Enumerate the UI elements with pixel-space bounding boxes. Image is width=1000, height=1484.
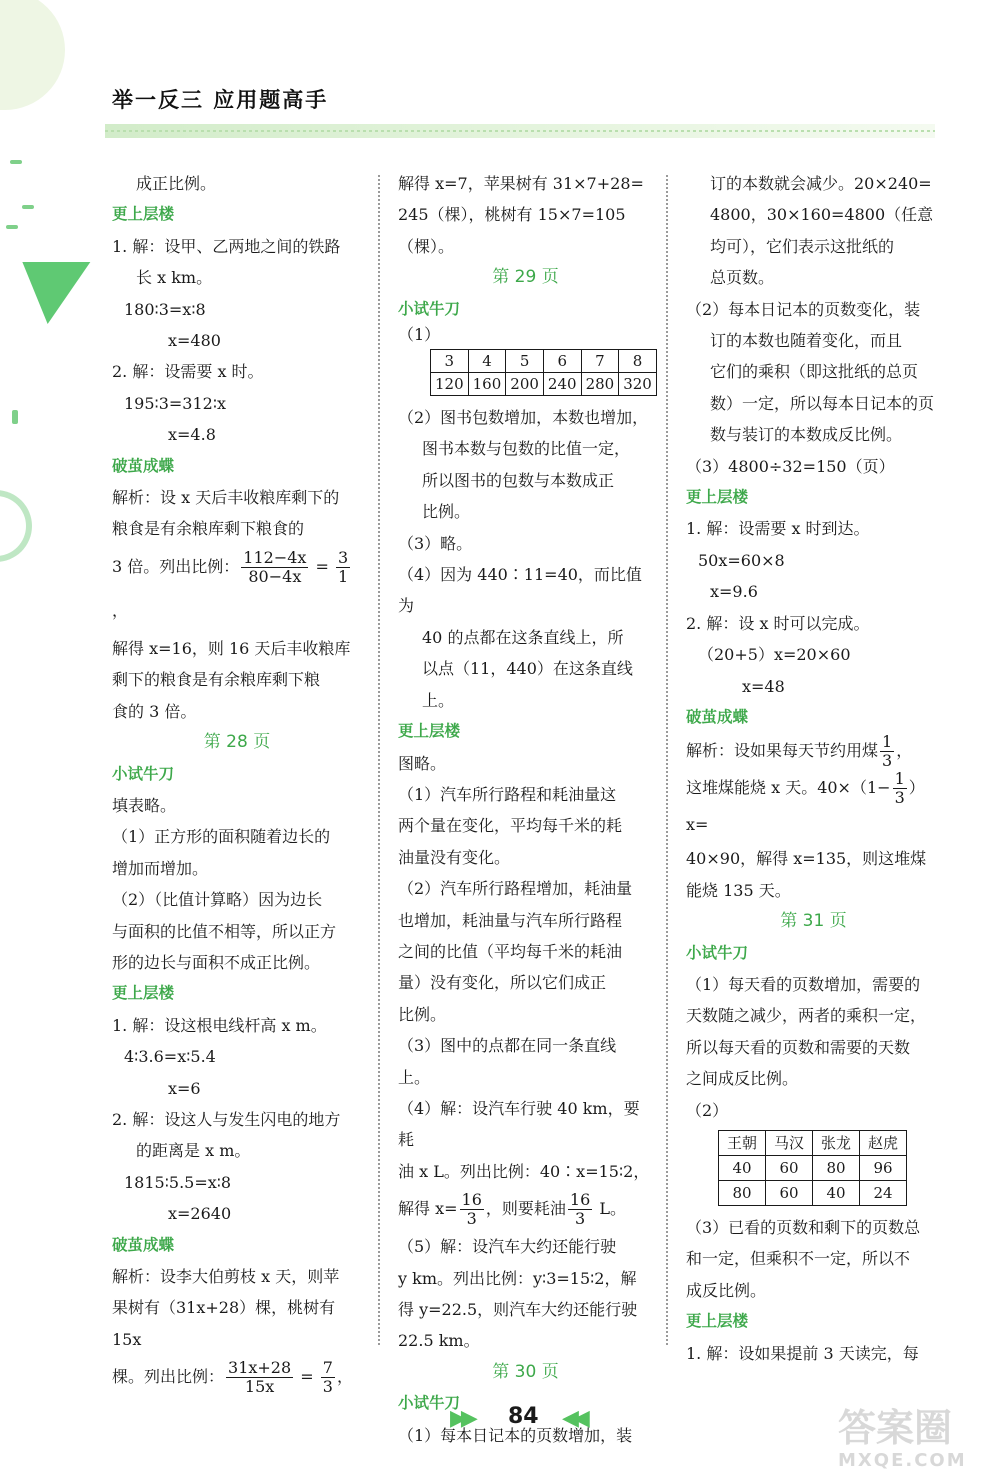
fraction-denominator: 80−4x [248, 566, 302, 586]
text-line: （1）每天看的页数增加，需要的 [686, 974, 921, 994]
equation: x=4.8 [168, 425, 216, 445]
section-label: 更上层楼 [112, 205, 175, 224]
text-line: 订的本数也随着变化，而且 [710, 331, 903, 351]
page-heading: 第 29 页 [492, 267, 559, 288]
table-cell: 80 [813, 1155, 860, 1180]
text-line: 果树有（31x+28）棵，桃树有 15x [112, 1298, 336, 1349]
table-cell: 24 [860, 1180, 907, 1205]
fraction-numerator: 7 [322, 1358, 333, 1378]
dash-decoration [10, 160, 22, 164]
text-span: = [295, 1367, 319, 1387]
table-cell: 120 [431, 373, 469, 396]
text-line: 油量没有变化。 [398, 847, 511, 867]
text-line: 订的本数就会减少。20×240= [710, 174, 932, 193]
text-line: 剩下的粮食是有余粮库剩下粮 [112, 670, 321, 690]
table-label: （2） [686, 1100, 729, 1120]
text-line: 粮食是有余粮库剩下粮食的 [112, 519, 305, 539]
fraction-numerator: 16 [569, 1190, 591, 1210]
text-line: 22.5 km。 [398, 1331, 480, 1351]
table-header-cell: 王朝 [719, 1130, 766, 1155]
fraction [893, 770, 907, 807]
text-line: 比例。 [398, 1004, 447, 1024]
table-cell: 3 [431, 350, 469, 373]
text-line-with-fraction [112, 545, 362, 633]
table-cell: 40 [719, 1155, 766, 1180]
text-line: （2）图书包数增加，本数也增加， [398, 408, 649, 428]
table-label: （1） [398, 325, 441, 345]
text-line: 4800，30×160=4800（任意 [710, 205, 934, 225]
text-line: 的距离是 x m。 [136, 1141, 251, 1161]
text-line: 解得 x=16，则 16 天后丰收粮库 [112, 638, 351, 658]
column-divider [378, 175, 380, 1345]
table-cell: 280 [581, 373, 619, 396]
text-span: 这堆煤能烧 x 天。40×（1− [686, 778, 891, 798]
text-line: 1. 解：设需要 x 时到达。 [686, 519, 870, 539]
book-title: 举一反三 应用题高手 [112, 88, 329, 112]
section-label: 更上层楼 [686, 488, 749, 507]
equation: x=480 [168, 331, 221, 351]
fraction-numerator: 112−4x [243, 547, 307, 567]
text-line: （3）已看的页数和剩下的页数总 [686, 1217, 921, 1237]
watermark-url: MXQE.COM [838, 1450, 967, 1471]
text-line: 成反比例。 [686, 1280, 767, 1300]
fraction [336, 549, 350, 586]
text-line: 图书本数与包数的比值一定， [422, 439, 631, 459]
text-line: （1）汽车所行路程和耗油量这 [398, 784, 617, 804]
text-line: 成正比例。 [136, 174, 217, 193]
text-line: 2. 解：设这人与发生闪电的地方 [112, 1109, 341, 1129]
table-cell: 8 [619, 350, 657, 373]
fraction [568, 1191, 592, 1228]
curve-decoration [0, 490, 32, 562]
fraction-numerator: 31x+28 [228, 1358, 292, 1378]
text-span: ， [336, 1367, 353, 1387]
text-line: 1. 解：设甲、乙两地之间的铁路 [112, 236, 341, 256]
text-line: 245（棵），桃树有 15×7=105（棵）。 [398, 205, 626, 256]
text-line: 填表略。 [112, 795, 177, 815]
text-span: = [310, 556, 335, 576]
equation: x=9.6 [710, 582, 758, 602]
fraction-denominator: 15x [244, 1377, 275, 1397]
text-line: 之间的比值（平均每千米的耗油 [398, 941, 623, 961]
text-line: （3）图中的点都在同一条直线 [398, 1036, 617, 1056]
table-row [431, 350, 657, 373]
text-line: 天数随之减少，两者的乘积一定， [686, 1006, 927, 1026]
table-row [719, 1155, 907, 1180]
text-line: y km。列出比例：y∶3=15∶2，解 [398, 1268, 637, 1288]
equation: x=2640 [168, 1204, 232, 1224]
text-line: 增加而增加。 [112, 858, 209, 878]
triangle-decoration [14, 262, 91, 324]
table-cell: 80 [719, 1180, 766, 1205]
table-cell: 40 [813, 1180, 860, 1205]
arrow-right-icon: ▶▶ [450, 1406, 472, 1431]
text-line: 食的 3 倍。 [112, 701, 197, 721]
header-rule [105, 124, 935, 138]
text-line: 40 的点都在这条直线上，所 [422, 627, 624, 647]
table-cell: 200 [506, 373, 544, 396]
equation: x=48 [742, 676, 785, 696]
text-line: 两个量在变化，平均每千米的耗 [398, 816, 623, 836]
data-table [430, 349, 657, 396]
corner-decoration [0, 0, 65, 110]
page-heading: 第 28 页 [203, 732, 271, 753]
section-label: 更上层楼 [686, 1312, 749, 1331]
text-line: （1）正方形的面积随着边长的 [112, 827, 331, 847]
data-table [718, 1130, 907, 1206]
table-header-cell: 马汉 [766, 1130, 813, 1155]
page-footer [450, 1400, 600, 1436]
text-line: 能烧 135 天。 [686, 880, 791, 900]
equation: 180∶3=x∶8 [124, 299, 206, 319]
dash-decoration [6, 225, 18, 229]
text-line: 数）一定，所以每本日记本的页 [710, 393, 935, 413]
fraction-numerator: 3 [338, 547, 349, 567]
text-line: 长 x km。 [136, 268, 213, 288]
fraction [460, 1191, 484, 1228]
arrow-left-icon: ◀◀ [562, 1406, 584, 1431]
table-cell: 60 [766, 1155, 813, 1180]
section-label: 更上层楼 [398, 722, 461, 741]
text-line: 比例。 [422, 502, 471, 522]
table-cell: 7 [581, 350, 619, 373]
watermark [838, 1406, 988, 1476]
text-line: （5）解：设汽车大约还能行驶 [398, 1237, 617, 1257]
table-cell: 160 [468, 373, 506, 396]
text-line: 所以每天看的页数和需要的天数 [686, 1037, 911, 1057]
text-line: （4）因为 440∶11=40，而比值为 [398, 565, 642, 616]
text-line: 均可），它们表示这批纸的 [710, 236, 895, 256]
text-line: （2）每本日记本的页数变化，装 [686, 299, 921, 319]
fraction-denominator: 3 [882, 751, 893, 771]
section-label: 小试牛刀 [112, 764, 175, 783]
section-label: 更上层楼 [112, 984, 175, 1003]
text-span: ， [112, 600, 129, 620]
fraction-denominator: 3 [322, 1377, 333, 1397]
table-row [719, 1180, 907, 1205]
text-span: 3 倍。列出比例： [112, 556, 240, 576]
text-line-with-fraction [398, 1187, 653, 1231]
text-span: ）x= [686, 778, 925, 835]
fraction-denominator: 1 [338, 566, 349, 586]
equation: 195∶3=312∶x [124, 393, 227, 413]
table-cell: 5 [506, 350, 544, 373]
table-header-row [719, 1130, 907, 1155]
table-cell: 6 [543, 350, 581, 373]
text-span: ， [896, 741, 913, 761]
text-line: 也增加，耗油量与汽车所行路程 [398, 910, 623, 930]
table-cell: 4 [468, 350, 506, 373]
section-label: 破茧成蝶 [112, 456, 175, 475]
text-line: （3）略。 [398, 533, 473, 553]
section-label: 破茧成蝶 [112, 1235, 175, 1254]
dash-decoration [22, 205, 34, 209]
text-span: L。 [594, 1199, 626, 1219]
fraction [321, 1359, 335, 1396]
text-line: （1）每本日记本的页数增加，装 [398, 1425, 633, 1445]
section-label: 小试牛刀 [686, 943, 749, 962]
section-label: 小试牛刀 [398, 1394, 461, 1413]
table-cell: 96 [860, 1155, 907, 1180]
text-line: 40×90，解得 x=135，则这堆煤 [686, 849, 927, 869]
column-1 [112, 168, 362, 1399]
text-line: 总页数。 [710, 268, 775, 288]
table-header-cell: 张龙 [813, 1130, 860, 1155]
text-line: 油 x L。列出比例：40∶x=15∶2， [398, 1161, 650, 1181]
fraction [880, 733, 894, 770]
text-line: 1. 解：设如果提前 3 天读完，每 [686, 1343, 919, 1363]
text-line: 1. 解：设这根电线杆高 x m。 [112, 1015, 327, 1035]
text-span: 棵。列出比例： [112, 1367, 225, 1387]
table-row [431, 373, 657, 396]
column-2 [398, 168, 653, 1451]
watermark-logo-text: 答案圈 [838, 1406, 953, 1450]
column-divider [666, 175, 668, 1345]
fraction [226, 1359, 293, 1396]
dash-decoration [12, 410, 18, 424]
page-heading: 第 30 页 [492, 1361, 559, 1382]
equation: 50x=60×8 [698, 550, 785, 570]
fraction-denominator: 3 [894, 788, 905, 808]
fraction-denominator: 3 [466, 1209, 477, 1229]
fraction [241, 549, 308, 586]
text-line: 它们的乘积（即这批纸的总页 [710, 362, 919, 382]
text-line: 与面积的比值不相等，所以正方 [112, 921, 337, 941]
text-line: 解得 x=7，苹果树有 31×7+28= [398, 174, 644, 193]
fraction-denominator: 3 [574, 1209, 586, 1229]
equation: 1815∶5.5=x∶8 [124, 1172, 232, 1192]
table-cell: 320 [619, 373, 657, 396]
fraction-numerator: 1 [894, 769, 905, 789]
text-line: （2）汽车所行路程增加，耗油量 [398, 879, 633, 899]
section-label: 小试牛刀 [398, 299, 461, 318]
page-number: 84 [508, 1404, 539, 1429]
text-line: （2）（比值计算略）因为边长 [112, 890, 323, 910]
text-line-with-fraction [686, 770, 941, 843]
text-line: 以点（11，440）在这条直线上。 [422, 659, 633, 710]
text-line: 2. 解：设 x 时可以完成。 [686, 613, 870, 633]
text-line: 2. 解：设需要 x 时。 [112, 362, 264, 382]
text-line: （4）解：设汽车行驶 40 km，要耗 [398, 1098, 640, 1150]
text-span: ，则要耗油 [485, 1199, 566, 1219]
text-line: 得 y=22.5，则汽车大约还能行驶 [398, 1300, 638, 1319]
column-3 [686, 168, 941, 1369]
text-line: 解析：设李大伯剪枝 x 天，则苹 [112, 1267, 340, 1286]
text-line: 解析：设 x 天后丰收粮库剩下的 [112, 488, 340, 508]
text-line: 数与装订的本数成反比例。 [710, 425, 903, 445]
table-cell: 240 [543, 373, 581, 396]
page-heading: 第 31 页 [780, 911, 847, 932]
fraction-numerator: 1 [882, 732, 893, 752]
text-line: 形的边长与面积不成正比例。 [112, 952, 321, 972]
text-line: 量）没有变化，所以它们成正 [398, 973, 607, 993]
equation: x=6 [168, 1078, 201, 1098]
text-span: 解析：设如果每天节约用煤 [686, 741, 879, 761]
table-header-cell: 赵虎 [860, 1130, 907, 1155]
text-line-with-fraction [112, 1355, 362, 1399]
text-line: 和一定，但乘积不一定，所以不 [686, 1249, 911, 1269]
table-cell: 60 [766, 1180, 813, 1205]
fraction-numerator: 16 [461, 1190, 482, 1210]
text-line: 所以图书的包数与本数成正 [422, 470, 615, 490]
section-label: 破茧成蝶 [686, 707, 749, 726]
equation: （20+5）x=20×60 [698, 645, 851, 665]
text-line: 上。 [398, 1067, 431, 1087]
text-line: 图略。 [398, 753, 447, 773]
text-line-with-fraction [686, 733, 941, 770]
equation: 4∶3.6=x∶5.4 [124, 1047, 216, 1067]
text-line: 之间成反比例。 [686, 1069, 799, 1089]
text-span: 解得 x= [398, 1199, 458, 1219]
text-line: （3）4800÷32=150（页） [686, 456, 895, 476]
